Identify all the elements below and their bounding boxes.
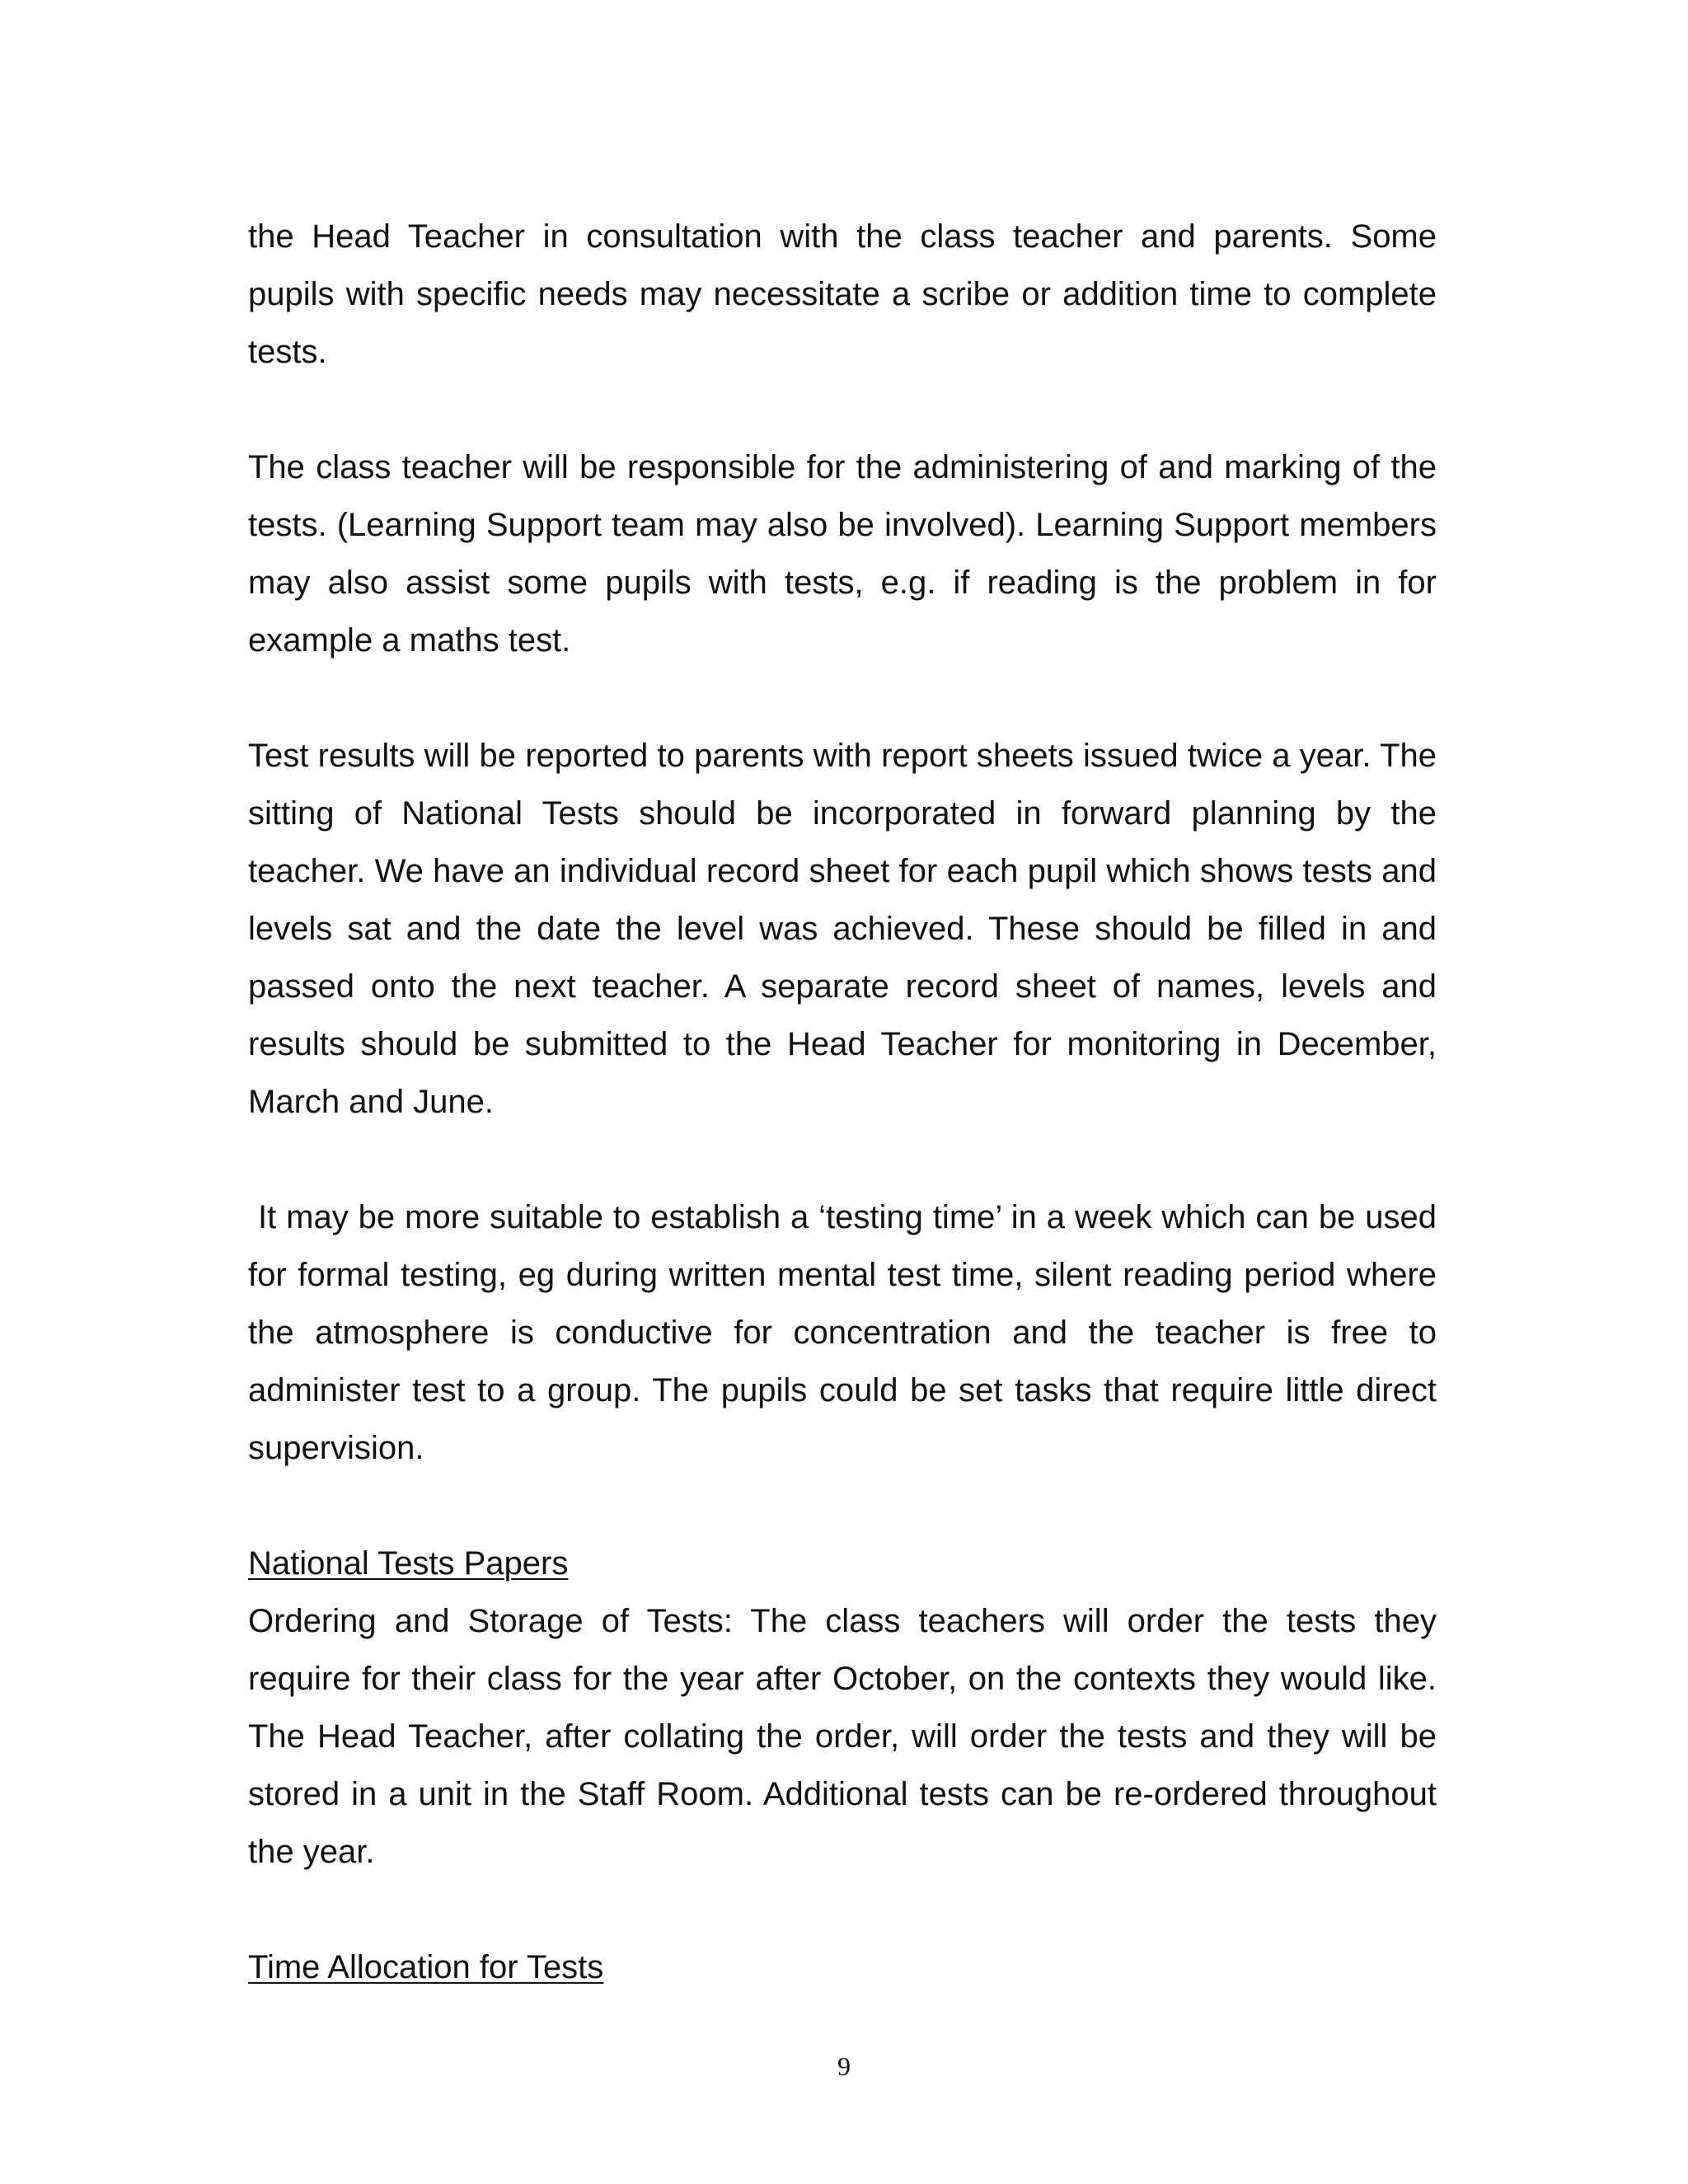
- paragraph-head-teacher-consultation: the Head Teacher in consultation with the class teacher and parents. Some pupils with specific needs may necessitate a scribe or addition time to complete tests.: [248, 218, 1437, 370]
- paragraph-class-teacher-responsibility: The class teacher will be responsible for the administering of and marking of the tests. (Learning Support team may also be involved). Learning Support members may also assist some pupils with tests, e.g. if reading is the problem in for example a maths test.: [248, 449, 1437, 658]
- paragraph-ordering-and-storage: Ordering and Storage of Tests: The class teachers will order the tests they require for their class for the year after October, on the contexts they would like. The Head Teacher, after collating the order, will order the tests and they will be stored in a unit in the Staff Room. Additional tests can be re-ordered throughout the year.: [248, 1603, 1437, 1870]
- paragraph-testing-time: It may be more suitable to establish a ‘testing time’ in a week which can be used for formal testing, eg during written mental test time, silent reading period where the atmosphere is conductive for concentration and the teacher is free to administer test to a group. The pupils could be set tasks that require little direct supervision.: [248, 1199, 1437, 1466]
- document-body: [248, 208, 1437, 1996]
- heading-national-tests-papers: National Tests Papers: [248, 1545, 569, 1582]
- heading-time-allocation-for-tests: Time Allocation for Tests: [248, 1949, 604, 1985]
- paragraph-test-results-reporting: Test results will be reported to parents with report sheets issued twice a year. The sitting of National Tests should be incorporated in forward planning by the teacher. We have an individual record sheet for each pupil which shows tests and levels sat and the date the level was achieved. These should be filled in and passed onto the next teacher. A separate record sheet of names, levels and results should be submitted to the Head Teacher for monitoring in December, March and June.: [248, 738, 1437, 1120]
- page-number: 9: [837, 2051, 851, 2081]
